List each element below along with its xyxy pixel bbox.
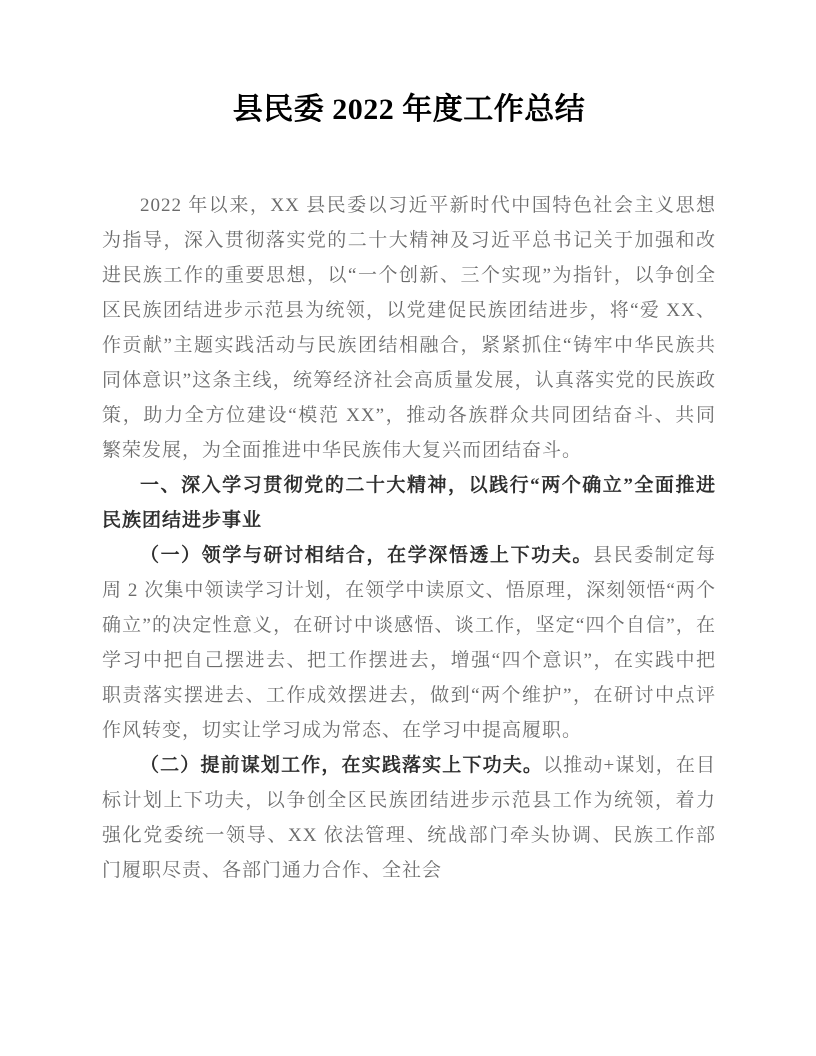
paragraph-intro: 2022 年以来，XX 县民委以习近平新时代中国特色社会主义思想为指导，深入贯彻落实党的二十大精神及习近平总书记关于加强和改进民族工作的重要思想，以“一个创新、三个实现”为指针，以争创全区民族团结进步示范县为统领，以党建促民族团结进步，将“爱 XX、作贡献”主题实践活动与民族团结相融合，紧紧抓住“铸牢中华民族共同体意识”这条主线，统筹经济社会高质量发展，认真落实党的民族政策，助力全方位建设“模范 XX”，推动各族群众共同团结奋斗、共同繁荣发展，为全面推进中华民族伟大复兴而团结奋斗。 [102,195,716,461]
paragraph-item-one-body: 县民委制定每周 2 次集中领读学习计划，在领学中读原文、悟原理，深刻领悟“两个确立”的决定性意义，在研讨中谈感悟、谈工作，坚定“四个自信”，在学习中把自己摆进去、把工作摆进去，增强“四个意识”，在实践中把职责落实摆进去、工作成效摆进去，做到“两个维护”，在研讨中点评作风转变，切实让学习成为常态、在学习中提高履职。 [102,545,716,741]
paragraph-item-one-lead: （一）领学与研讨相结合，在学深悟透上下功夫。 [140,545,594,566]
paragraph-item-two-body: 以推动+谋划，在目标计划上下功夫，以争创全区民族团结进步示范县工作为统领，着力强化党委统一领导、XX 依法管理、统战部门牵头协调、民族工作部门履职尽责、各部门通力合作、全社会 [102,755,716,881]
section-heading-one: 一、深入学习贯彻党的二十大精神，以践行“两个确立”全面推进民族团结进步事业 [102,475,716,531]
paragraph-item-two-lead: （二）提前谋划工作，在实践落实上下功夫。 [140,755,544,776]
paragraph-item-two [102,748,716,888]
document-title: 县民委 2022 年度工作总结 [232,93,586,126]
paragraph-item-one [102,538,716,748]
